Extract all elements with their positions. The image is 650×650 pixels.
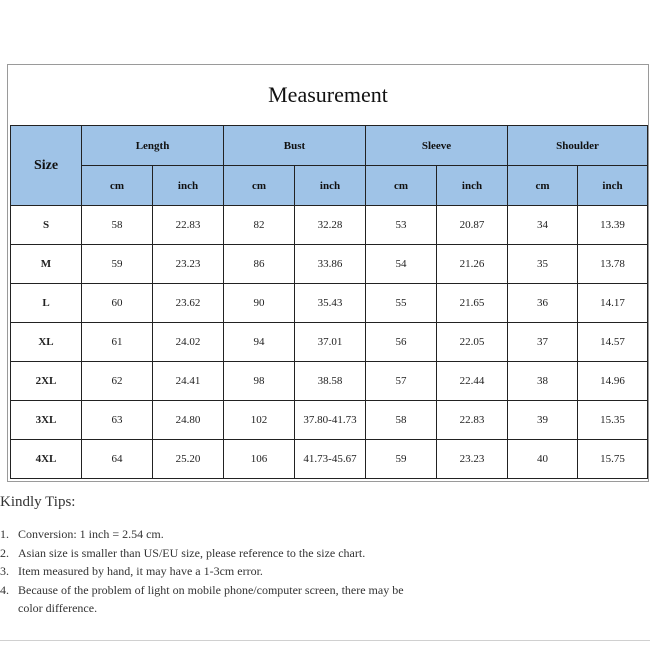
measurement-cell: 58 (366, 401, 437, 440)
measurement-cell: 15.35 (578, 401, 648, 440)
measurement-cell: 56 (366, 323, 437, 362)
measurement-cell: 57 (366, 362, 437, 401)
measurement-cell: 38 (508, 362, 578, 401)
measurement-cell: 22.05 (437, 323, 508, 362)
measurement-cell: 21.65 (437, 284, 508, 323)
group-header-bust: Bust (224, 126, 366, 166)
group-header-shoulder: Shoulder (508, 126, 648, 166)
measurement-cell: 62 (82, 362, 153, 401)
measurement-cell: 33.86 (295, 245, 366, 284)
size-cell: 4XL (11, 440, 82, 479)
measurement-cell: 34 (508, 206, 578, 245)
tip-item (0, 562, 640, 581)
table-row (11, 362, 648, 401)
measurement-cell: 94 (224, 323, 295, 362)
table-row (11, 440, 648, 479)
measurement-cell: 37.01 (295, 323, 366, 362)
measurement-cell: 63 (82, 401, 153, 440)
measurement-cell: 64 (82, 440, 153, 479)
measurement-cell: 35.43 (295, 284, 366, 323)
tip-text: Asian size is smaller than US/EU size, please reference to the size chart. (18, 545, 366, 560)
measurement-cell: 102 (224, 401, 295, 440)
header-row-units (11, 166, 648, 206)
measurement-cell: 82 (224, 206, 295, 245)
tip-text: Conversion: 1 inch = 2.54 cm. (18, 527, 164, 541)
header-row-groups (11, 126, 648, 166)
measurement-cell: 90 (224, 284, 295, 323)
unit-header: cm (224, 166, 295, 206)
measurement-cell: 13.78 (578, 245, 648, 284)
tip-text: Because of the problem of light on mobile phone/computer screen, there may be color difference. (18, 582, 404, 615)
page-title: Measurement (268, 82, 388, 107)
measurement-cell: 40 (508, 440, 578, 479)
measurement-cell: 22.83 (153, 206, 224, 245)
size-cell: 2XL (11, 362, 82, 401)
tips-title: Kindly Tips: (0, 494, 76, 510)
measurement-cell: 60 (82, 284, 153, 323)
measurement-cell: 23.62 (153, 284, 224, 323)
table-row (11, 206, 648, 245)
measurement-cell: 38.58 (295, 362, 366, 401)
tip-item (0, 525, 640, 544)
tip-number: 3. (0, 564, 9, 578)
tips-list (0, 525, 640, 618)
measurement-cell: 22.83 (437, 401, 508, 440)
measurement-cell: 25.20 (153, 440, 224, 479)
measurement-cell: 13.39 (578, 206, 648, 245)
size-cell: S (11, 206, 82, 245)
measurement-cell: 54 (366, 245, 437, 284)
tip-number: 2. (0, 545, 9, 560)
measurement-cell: 58 (82, 206, 153, 245)
measurement-cell: 14.96 (578, 362, 648, 401)
measurement-cell: 22.44 (437, 362, 508, 401)
measurement-cell: 98 (224, 362, 295, 401)
measurement-cell: 59 (82, 245, 153, 284)
unit-header: cm (366, 166, 437, 206)
measurement-cell: 61 (82, 323, 153, 362)
measurement-frame (7, 64, 649, 482)
unit-header: inch (578, 166, 648, 206)
measurement-cell: 37.80-41.73 (295, 401, 366, 440)
unit-header: cm (82, 166, 153, 206)
size-cell: M (11, 245, 82, 284)
unit-header: cm (508, 166, 578, 206)
measurement-cell: 55 (366, 284, 437, 323)
table-row (11, 323, 648, 362)
measurement-cell: 37 (508, 323, 578, 362)
table-body (11, 206, 648, 479)
table-row (11, 245, 648, 284)
tip-item (0, 581, 428, 618)
size-column-header: Size (11, 126, 82, 206)
measurement-cell: 86 (224, 245, 295, 284)
measurement-cell: 41.73-45.67 (295, 440, 366, 479)
measurement-cell: 32.28 (295, 206, 366, 245)
measurement-cell: 36 (508, 284, 578, 323)
measurement-cell: 106 (224, 440, 295, 479)
table-row (11, 401, 648, 440)
table-row (11, 284, 648, 323)
measurement-cell: 20.87 (437, 206, 508, 245)
measurement-cell: 15.75 (578, 440, 648, 479)
tip-item (0, 544, 640, 563)
measurement-cell: 24.41 (153, 362, 224, 401)
tip-text: Item measured by hand, it may have a 1-3cm error. (18, 564, 263, 578)
tip-number: 1. (0, 527, 9, 541)
measurement-cell: 23.23 (437, 440, 508, 479)
measurement-cell: 53 (366, 206, 437, 245)
measurement-cell: 23.23 (153, 245, 224, 284)
unit-header: inch (295, 166, 366, 206)
unit-header: inch (153, 166, 224, 206)
measurement-cell: 14.57 (578, 323, 648, 362)
measurement-cell: 35 (508, 245, 578, 284)
size-cell: 3XL (11, 401, 82, 440)
measurement-cell: 24.02 (153, 323, 224, 362)
group-header-sleeve: Sleeve (366, 126, 508, 166)
size-table (10, 125, 648, 479)
measurement-cell: 59 (366, 440, 437, 479)
measurement-cell: 21.26 (437, 245, 508, 284)
tip-number: 4. (0, 582, 9, 597)
measurement-cell: 24.80 (153, 401, 224, 440)
unit-header: inch (437, 166, 508, 206)
size-cell: XL (11, 323, 82, 362)
size-cell: L (11, 284, 82, 323)
measurement-cell: 39 (508, 401, 578, 440)
kindly-tips (0, 494, 640, 618)
group-header-length: Length (82, 126, 224, 166)
measurement-cell: 14.17 (578, 284, 648, 323)
bottom-divider (0, 640, 650, 641)
